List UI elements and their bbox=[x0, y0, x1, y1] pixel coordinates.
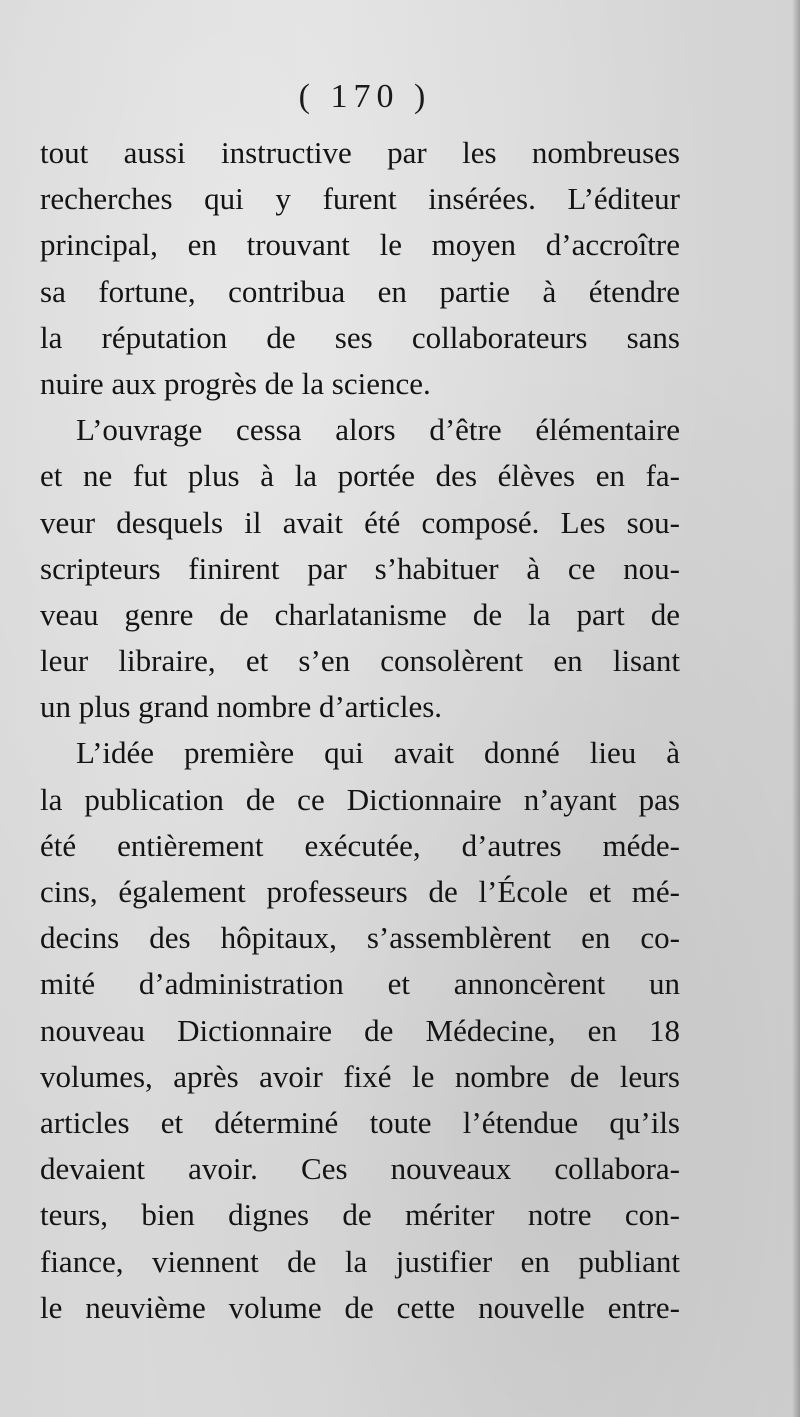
text-line: nouveau Dictionnaire de Médecine, en 18 bbox=[40, 1012, 680, 1048]
text-line: L’ouvrage cessa alors d’être élémentaire bbox=[76, 412, 680, 448]
text-line: le neuvième volume de cette nouvelle entre- bbox=[40, 1289, 680, 1325]
text-line: leur libraire, et s’en consolèrent en lisant bbox=[40, 643, 680, 679]
text-line: un plus grand nombre d’articles. bbox=[40, 689, 443, 725]
text-line: mité d’administration et annoncèrent un bbox=[40, 966, 680, 1002]
text-line: et ne fut plus à la portée des élèves en fa- bbox=[40, 458, 680, 494]
text-line: teurs, bien dignes de mériter notre con- bbox=[40, 1197, 680, 1233]
text-line: decins des hôpitaux, s’assemblèrent en co- bbox=[40, 920, 680, 956]
text-line: sa fortune, contribua en partie à étendre bbox=[40, 273, 680, 309]
page-number: ( 170 ) bbox=[298, 78, 432, 115]
page-edge-shadow bbox=[792, 0, 800, 1417]
text-line: la réputation de ses collaborateurs sans bbox=[40, 319, 680, 355]
text-line: nuire aux progrès de la science. bbox=[40, 365, 431, 401]
text-line: la publication de ce Dictionnaire n’ayant pas bbox=[40, 781, 680, 817]
text-line: devaient avoir. Ces nouveaux collabora- bbox=[40, 1151, 680, 1187]
text-line: fiance, viennent de la justifier en publiant bbox=[40, 1243, 680, 1279]
body-text bbox=[40, 130, 680, 1331]
text-line: L’idée première qui avait donné lieu à bbox=[76, 735, 680, 771]
text-line: recherches qui y furent insérées. L’éditeur bbox=[40, 181, 680, 217]
text-line: scripteurs finirent par s’habituer à ce nou- bbox=[40, 550, 680, 586]
text-line: principal, en trouvant le moyen d’accroître bbox=[40, 227, 680, 263]
text-line: veur desquels il avait été composé. Les sou- bbox=[40, 504, 680, 540]
text-line: articles et déterminé toute l’étendue qu’ils bbox=[40, 1104, 680, 1140]
text-line: veau genre de charlatanisme de la part de bbox=[40, 596, 680, 632]
text-line: tout aussi instructive par les nombreuses bbox=[40, 135, 680, 170]
text-line: volumes, après avoir fixé le nombre de leurs bbox=[40, 1058, 680, 1094]
text-line: été entièrement exécutée, d’autres méde- bbox=[40, 827, 680, 863]
text-line: cins, également professeurs de l’École et mé- bbox=[40, 874, 680, 909]
